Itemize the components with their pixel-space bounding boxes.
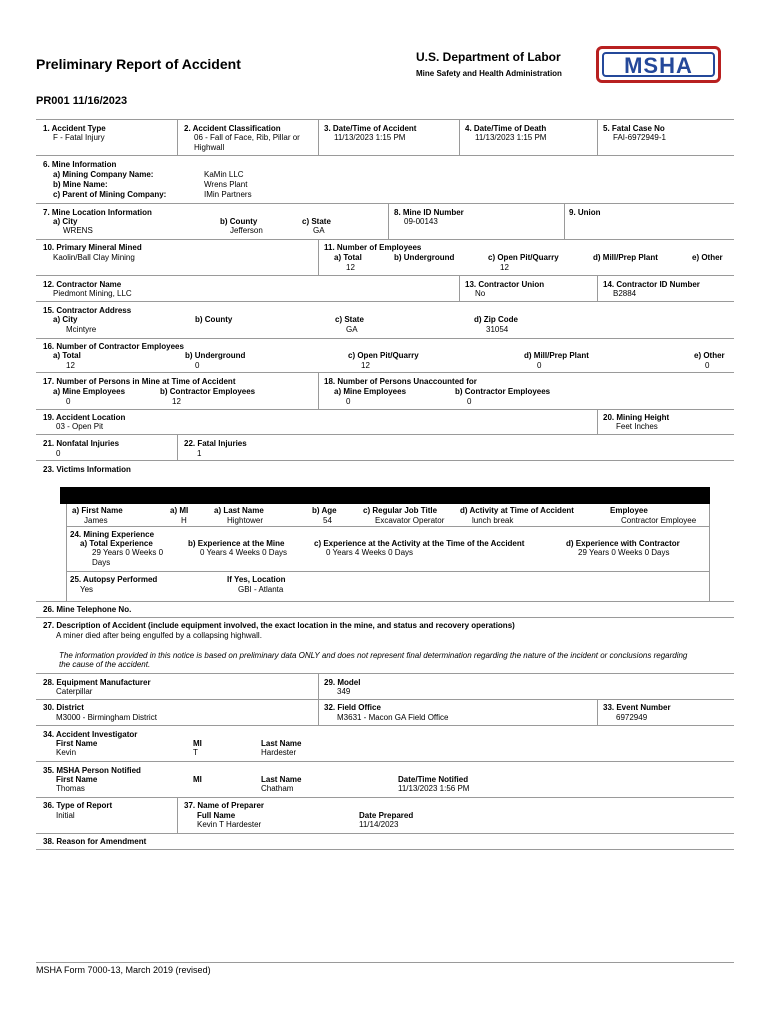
contractor-mill-value: 0 (537, 361, 542, 370)
contractor-id-label: 14. Contractor ID Number (603, 280, 700, 289)
mine-information-label: 6. Mine Information (43, 160, 117, 169)
union-label: 9. Union (569, 208, 601, 217)
victim-employee-label: Employee (610, 506, 648, 515)
page-title: Preliminary Report of Accident (36, 56, 241, 72)
notified-datetime-value: 11/13/2023 1:56 PM (398, 784, 470, 793)
description-label: 27. Description of Accident (include equipment involved, the exact location in the mine, and status and recovery operations) (43, 621, 515, 630)
mine-state-label: c) State (302, 217, 331, 226)
victim-activity-value: lunch break (472, 516, 514, 525)
investigator-last-value: Hardester (261, 748, 297, 757)
preparer-full-label: Full Name (197, 811, 236, 820)
unaccounted-label: 18. Number of Persons Unaccounted for (324, 377, 477, 386)
amendment-reason-label: 38. Reason for Amendment (43, 837, 147, 846)
contractor-employees-label: 16. Number of Contractor Employees (43, 342, 184, 351)
equipment-manufacturer-label: 28. Equipment Manufacturer (43, 678, 151, 687)
investigator-mi-label: MI (193, 739, 202, 748)
mine-city-value: WRENS (63, 226, 93, 235)
victim-last-value: Hightower (227, 516, 264, 525)
model-value: 349 (337, 687, 351, 696)
primary-mineral-label: 10. Primary Mineral Mined (43, 243, 142, 252)
investigator-last-label: Last Name (261, 739, 302, 748)
victim-mi-value: H (181, 516, 187, 525)
model-label: 29. Model (324, 678, 361, 687)
victim-age-value: 54 (323, 516, 332, 525)
victim-first-value: James (84, 516, 108, 525)
report-type-label: 36. Type of Report (43, 801, 113, 810)
accident-location-value: 03 - Open Pit (56, 422, 104, 431)
contractor-experience-value: 29 Years 0 Weeks 0 Days (578, 548, 670, 557)
activity-experience-label: c) Experience at the Activity at the Time of the Accident (314, 539, 525, 548)
employees-total-label: a) Total (334, 253, 362, 262)
unaccounted-mine-label: a) Mine Employees (334, 387, 407, 396)
contractor-state-label: c) State (335, 315, 364, 324)
msha-logo (596, 46, 721, 83)
victim-age-label: b) Age (312, 506, 337, 515)
autopsy-location-value: GBI - Atlanta (238, 585, 284, 594)
contractor-underground-value: 0 (195, 361, 200, 370)
mine-telephone-label: 26. Mine Telephone No. (43, 605, 132, 614)
contractor-name-label: 12. Contractor Name (43, 280, 122, 289)
contractor-union-label: 13. Contractor Union (465, 280, 545, 289)
employees-other-label: e) Other (692, 253, 723, 262)
accident-datetime-label: 3. Date/Time of Accident (324, 124, 417, 133)
contractor-total-value: 12 (66, 361, 75, 370)
notified-mi-label: MI (193, 775, 202, 784)
unaccounted-mine-value: 0 (346, 397, 351, 406)
contractor-openpit-label: c) Open Pit/Quarry (348, 351, 419, 360)
event-number-label: 33. Event Number (603, 703, 671, 712)
investigator-mi-value: T (193, 748, 198, 757)
victim-mi-label: a) MI (170, 506, 189, 515)
contractor-name-value: Piedmont Mining, LLC (53, 289, 132, 298)
contractor-underground-label: b) Underground (185, 351, 246, 360)
district-label: 30. District (43, 703, 84, 712)
employees-label: 11. Number of Employees (324, 243, 422, 252)
primary-mineral-value: Kaolin/Ball Clay Mining (53, 253, 135, 262)
mine-id-label: 8. Mine ID Number (394, 208, 464, 217)
mining-company-label: a) Mining Company Name: (53, 170, 154, 179)
investigator-first-label: First Name (56, 739, 98, 748)
notified-last-label: Last Name (261, 775, 302, 784)
fatal-injuries-value: 1 (197, 449, 202, 458)
report-type-value: Initial (56, 811, 75, 820)
field-office-label: 32. Field Office (324, 703, 381, 712)
fatal-case-label: 5. Fatal Case No (603, 124, 665, 133)
date-prepared-value: 11/14/2023 (359, 820, 399, 829)
accident-investigator-label: 34. Accident Investigator (43, 730, 138, 739)
accident-location-label: 19. Accident Location (43, 413, 126, 422)
autopsy-label: 25. Autopsy Performed (70, 575, 158, 584)
parent-company-label: c) Parent of Mining Company: (53, 190, 167, 199)
accident-datetime-value: 11/13/2023 1:15 PM (334, 133, 406, 142)
date-prepared-label: Date Prepared (359, 811, 414, 820)
contractor-id-value: B2884 (613, 289, 637, 298)
persons-in-mine-label: 17. Number of Persons in Mine at Time of Accident (43, 377, 236, 386)
death-datetime-value: 11/13/2023 1:15 PM (475, 133, 547, 142)
accident-classification-label: 2. Accident Classification (184, 124, 281, 133)
report-id: PR001 11/16/2023 (36, 95, 128, 107)
victim-first-label: a) First Name (72, 506, 123, 515)
autopsy-value: Yes (80, 585, 94, 594)
persons-contractor-label: b) Contractor Employees (160, 387, 256, 396)
equipment-manufacturer-value: Caterpillar (56, 687, 93, 696)
preparer-full-value: Kevin T Hardester (197, 820, 262, 829)
contractor-city-value: Mcintyre (66, 325, 97, 334)
total-experience-label: a) Total Experience (80, 539, 153, 548)
persons-mine-employees-label: a) Mine Employees (53, 387, 126, 396)
mine-state-value: GA (313, 226, 325, 235)
preliminary-note: The information provided in this notice is based on preliminary data ONLY and does not represent final determination regarding the nature of the incident or conclusions regarding (59, 651, 688, 660)
accident-type-label: 1. Accident Type (43, 124, 106, 133)
mine-county-label: b) County (220, 217, 258, 226)
victim-activity-label: d) Activity at Time of Accident (460, 506, 574, 515)
contractor-openpit-value: 12 (361, 361, 370, 370)
victim-job-label: c) Regular Job Title (363, 506, 438, 515)
contractor-mill-label: d) Mill/Prep Plant (524, 351, 589, 360)
contractor-union-value: No (475, 289, 486, 298)
nonfatal-injuries-label: 21. Nonfatal Injuries (43, 439, 120, 448)
mine-experience-label: b) Experience at the Mine (188, 539, 285, 548)
employees-openpit-value: 12 (500, 263, 509, 272)
notified-first-value: Thomas (56, 784, 85, 793)
event-number-value: 6972949 (616, 713, 648, 722)
notified-last-value: Chatham (261, 784, 294, 793)
nonfatal-injuries-value: 0 (56, 449, 61, 458)
agency-name: Mine Safety and Health Administration (416, 69, 562, 78)
fatal-injuries-label: 22. Fatal Injuries (184, 439, 247, 448)
total-experience-value-cont: Days (92, 558, 111, 567)
contractor-total-label: a) Total (53, 351, 81, 360)
mine-name-value: Wrens Plant (204, 180, 248, 189)
notified-datetime-label: Date/Time Notified (398, 775, 469, 784)
department-name: U.S. Department of Labor (416, 50, 561, 64)
form-footer: MSHA Form 7000-13, March 2019 (revised) (36, 965, 211, 975)
investigator-first-value: Kevin (56, 748, 77, 757)
contractor-other-label: e) Other (694, 351, 725, 360)
contractor-address-label: 15. Contractor Address (43, 306, 132, 315)
person-notified-label: 35. MSHA Person Notified (43, 766, 141, 775)
employees-total-value: 12 (346, 263, 355, 272)
contractor-zip-value: 31054 (486, 325, 509, 334)
accident-classification-value-cont: Highwall (194, 143, 225, 152)
activity-experience-value: 0 Years 4 Weeks 0 Days (326, 548, 414, 557)
victims-information-label: 23. Victims Information (43, 465, 131, 474)
victim-last-label: a) Last Name (214, 506, 264, 515)
contractor-other-value: 0 (705, 361, 710, 370)
mining-company-value: KaMin LLC (204, 170, 244, 179)
preliminary-note-cont: the cause of the accident. (59, 660, 151, 669)
msha-logo-text: MSHA (602, 52, 715, 77)
mine-experience-value: 0 Years 4 Weeks 0 Days (200, 548, 288, 557)
notified-first-label: First Name (56, 775, 98, 784)
victim-job-value: Excavator Operator (375, 516, 445, 525)
contractor-city-label: a) City (53, 315, 78, 324)
mining-height-label: 20. Mining Height (603, 413, 670, 422)
mine-city-label: a) City (53, 217, 78, 226)
death-datetime-label: 4. Date/Time of Death (465, 124, 547, 133)
description-value: A miner died after being engulfed by a collapsing highwall. (56, 631, 262, 640)
victim-employee-value: Contractor Employee (621, 516, 697, 525)
contractor-state-value: GA (346, 325, 358, 334)
parent-company-value: IMin Partners (204, 190, 252, 199)
mine-id-value: 09-00143 (404, 217, 438, 226)
persons-contractor-value: 12 (172, 397, 181, 406)
contractor-zip-label: d) Zip Code (474, 315, 518, 324)
employees-openpit-label: c) Open Pit/Quarry (488, 253, 559, 262)
employees-underground-label: b) Underground (394, 253, 455, 262)
mining-height-value: Feet Inches (616, 422, 658, 431)
persons-mine-employees-value: 0 (66, 397, 71, 406)
preparer-label: 37. Name of Preparer (184, 801, 265, 810)
unaccounted-contractor-value: 0 (467, 397, 472, 406)
contractor-experience-label: d) Experience with Contractor (566, 539, 680, 548)
victim-header-bar (60, 487, 710, 504)
fatal-case-value: FAI-6972949-1 (613, 133, 666, 142)
contractor-county-label: b) County (195, 315, 233, 324)
accident-type-value: F - Fatal Injury (53, 133, 105, 142)
total-experience-value: 29 Years 0 Weeks 0 (92, 548, 164, 557)
mine-name-label: b) Mine Name: (53, 180, 108, 189)
autopsy-location-label: If Yes, Location (227, 575, 286, 584)
accident-classification-value: 06 - Fall of Face, Rib, Pillar or (194, 133, 300, 142)
mining-experience-label: 24. Mining Experience (70, 530, 155, 539)
mine-location-label: 7. Mine Location Information (43, 208, 152, 217)
employees-mill-label: d) Mill/Prep Plant (593, 253, 658, 262)
mine-county-value: Jefferson (230, 226, 263, 235)
field-office-value: M3631 - Macon GA Field Office (337, 713, 449, 722)
district-value: M3000 - Birmingham District (56, 713, 157, 722)
unaccounted-contractor-label: b) Contractor Employees (455, 387, 551, 396)
